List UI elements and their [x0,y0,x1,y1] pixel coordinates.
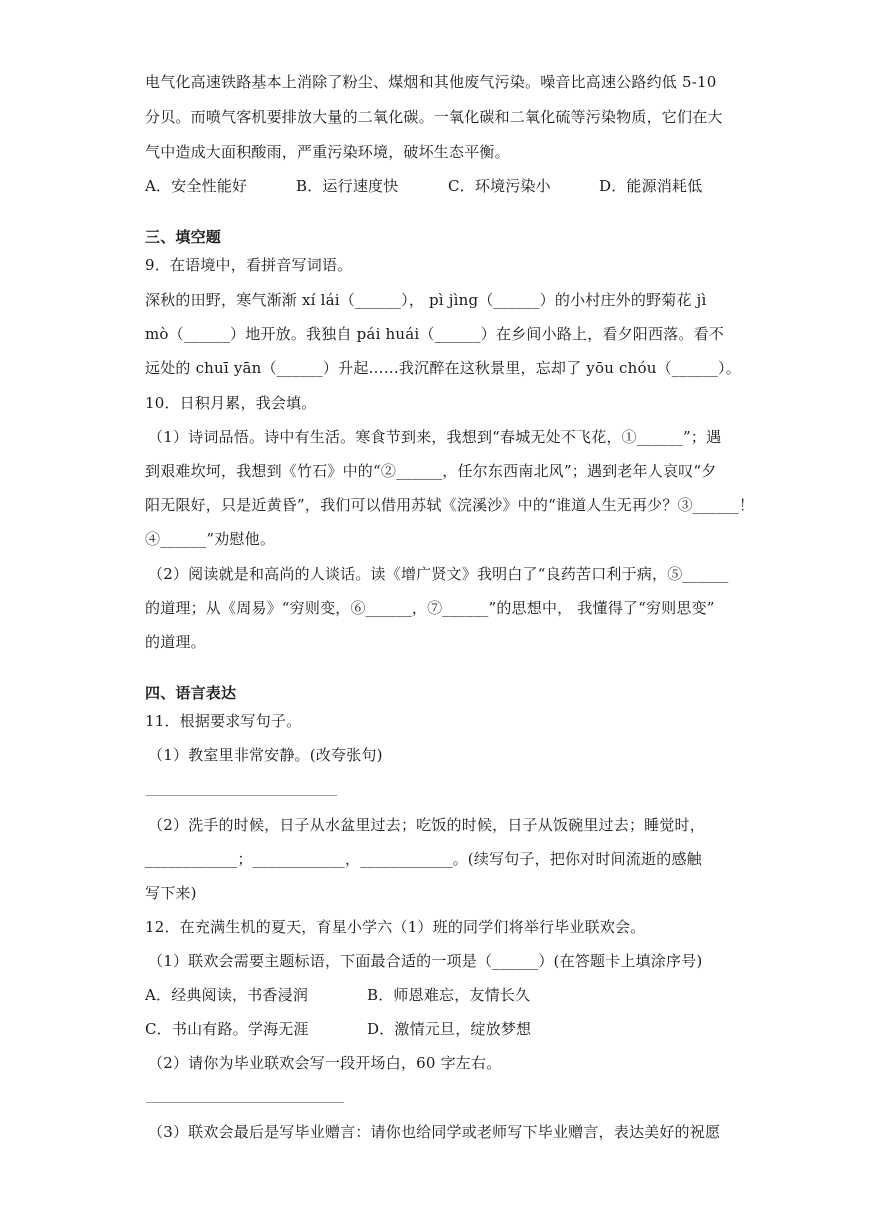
q12-part2: （2）请你为毕业联欢会写一段开场白，60 字左右。 [148,1054,502,1072]
q10-part1-line: ④______”劝慰他。 [145,530,276,548]
q12-answer-line[interactable] [146,1102,344,1103]
passage-line: 电气化高速铁路基本上消除了粉尘、煤烟和其他废气污染。噪音比高速公路约低 5-10 [145,73,717,91]
q12-part3: （3）联欢会最后是写毕业赠言：请你也给同学或老师写下毕业赠言，表达美好的祝愿 [148,1123,721,1141]
q8-option-d: D．能源消耗低 [599,177,703,195]
section-4-heading: 四、语言表达 [145,684,237,702]
q12-title: 12．在充满生机的夏天，育星小学六（1）班的同学们将举行毕业联欢会。 [145,918,646,936]
q9-line: 远处的 chuī yān（______）升起……我沉醉在这秋景里，忘却了 yōu chóu（______）。 [145,359,741,377]
q10-part2-line: 的道理。 [145,633,206,651]
q10-title: 10．日积月累，我会填。 [145,394,317,412]
q10-part1-line: （1）诗词品悟。诗中有生活。寒食节到来，我想到“春城无处不飞花，①______”；遇 [148,428,722,446]
q9-line: 深秋的田野，寒气渐渐 xí lái（______）， pì jìng（______）的小村庄外的野菊花 jì [145,291,707,309]
q12-option-b: B．师恩难忘，友情长久 [367,986,531,1004]
q10-part2-line: 的道理；从《周易》“穷则变，⑥______，⑦______”的思想中， 我懂得了“穷则思变” [145,599,715,617]
q12-part1: （1）联欢会需要主题标语，下面最合适的一项是（______）(在答题卡上填涂序号) [148,952,703,970]
q10-part2-line: （2）阅读就是和高尚的人谈话。读《增广贤文》我明白了“良药苦口利于病，⑤______ [148,565,729,583]
q10-part1-line: 到艰难坎坷，我想到《竹石》中的“②______，任尔东西南北风”；遇到老年人哀叹“夕 [145,462,717,480]
q10-part1-line: 阳无限好，只是近黄昏”，我们可以借用苏轼《浣溪沙》中的“谁道人生无再少？③______！ [145,496,755,514]
q11-part2-line: ____________；____________，____________。(续写句子，把你对时间流逝的感触 [145,850,702,868]
q8-option-a: A．安全性能好 [145,177,248,195]
passage-line: 分贝。而喷气客机要排放大量的二氧化碳。一氧化碳和二氧化硫等污染物质，它们在大 [145,108,723,126]
section-3-heading: 三、填空题 [145,228,222,246]
q12-option-c: C．书山有路。学海无涯 [145,1020,309,1038]
q11-part1: （1）教室里非常安静。(改夸张句) [148,746,383,764]
q11-part2-line: （2）洗手的时候，日子从水盆里过去；吃饭的时候，日子从饭碗里过去；睡觉时， [148,816,705,834]
q9-title: 9．在语境中，看拼音写词语。 [145,256,353,274]
q8-option-c: C．环境污染小 [448,177,551,195]
q8-option-b: B．运行速度快 [296,177,399,195]
q11-title: 11．根据要求写句子。 [145,712,302,730]
q9-line: mò（______）地开放。我独自 pái huái（______）在乡间小路上，看夕阳西落。看不 [145,325,724,343]
q12-option-d: D．激情元旦，绽放梦想 [367,1020,532,1038]
q12-option-a: A．经典阅读，书香浸润 [145,986,309,1004]
passage-line: 气中造成大面积酸雨，严重污染环境，破坏生态平衡。 [145,143,510,161]
q11-part2-line: 写下来) [145,884,197,902]
q11-answer-line[interactable] [146,795,337,796]
